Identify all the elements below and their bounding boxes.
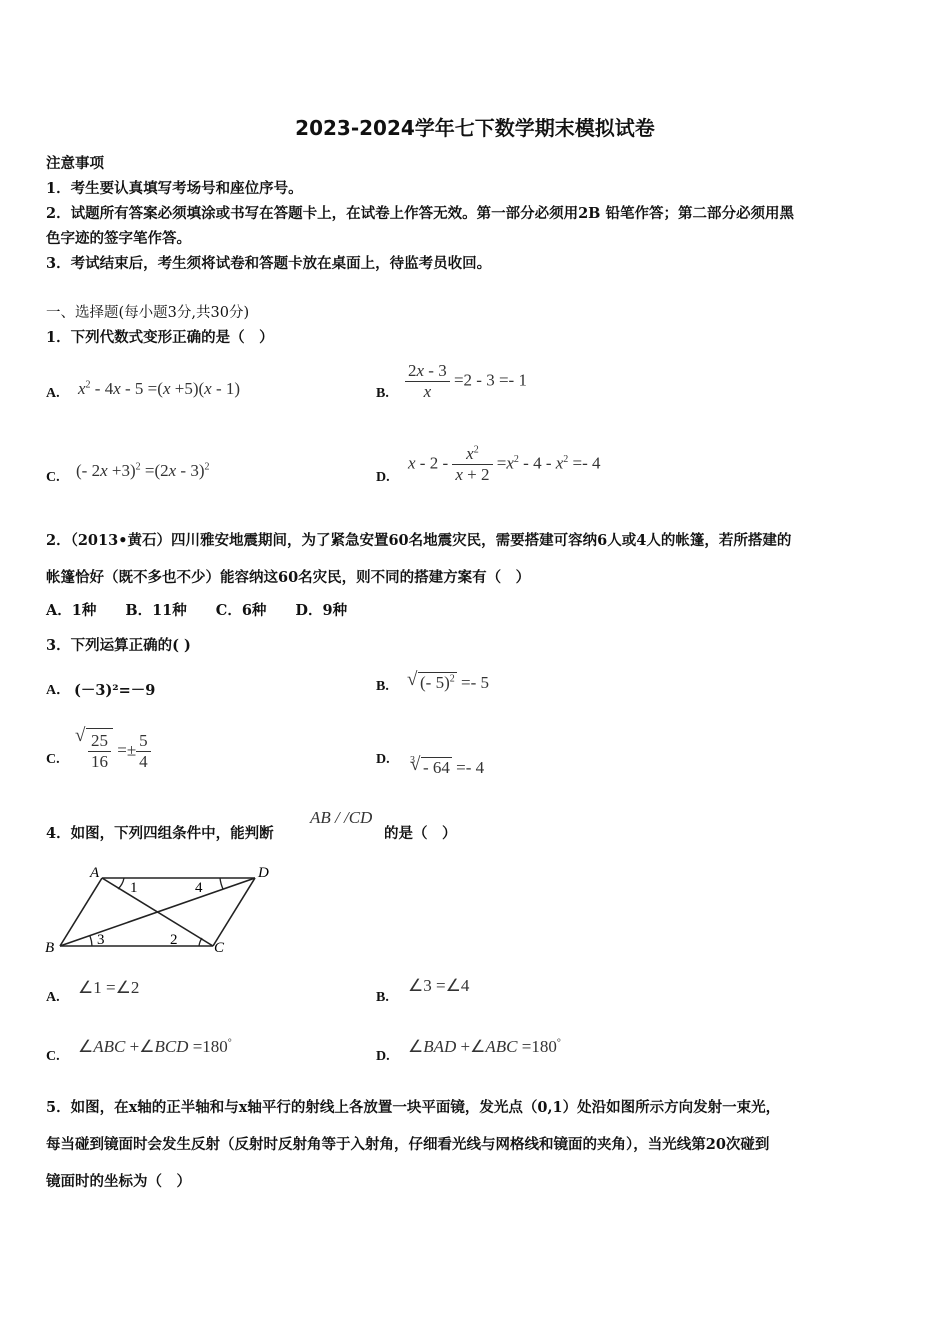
q4-option-c-formula: ∠ABC +∠BCD =180°	[78, 1037, 232, 1056]
angle-3-arc	[90, 936, 92, 946]
angle-label-3: 3	[97, 932, 105, 948]
q1-option-b-label: B.	[376, 386, 389, 401]
angle-1-arc	[118, 878, 124, 889]
q3-stem: 3．下列运算正确的( )	[46, 637, 191, 654]
q3-option-a-label: A．	[46, 683, 71, 698]
notice-item-2: 2．试题所有答案必须填涂或书写在答题卡上，在试卷上作答无效。第一部分必须用2B 铅笔作答；第二部分必须用黑	[46, 205, 794, 222]
q1-option-b-formula: $\frac{2x - 3}{x}$ =2 - 3 =- 1	[405, 361, 527, 402]
notice-heading: 注意事项	[46, 155, 104, 172]
angle-label-2: 2	[170, 932, 178, 948]
q2-options: A．1种 B．11种 C．6种 D．9种	[46, 602, 348, 619]
vertex-b: B	[45, 940, 55, 956]
q5-stem-line3: 镜面时的坐标为（ ）	[46, 1173, 191, 1190]
angle-label-4: 4	[195, 880, 203, 896]
page-title: 2023-2024学年七下数学期末模拟试卷	[295, 116, 655, 140]
q3-option-c-label: C.	[46, 752, 60, 767]
q2-stem-line1: 2．（2013•黄石）四川雅安地震期间，为了紧急安置60名地震灾民，需要搭建可容纳6人或4人的帐篷，若所搭建的	[46, 532, 792, 549]
q1-stem: 1．下列代数式变形正确的是（ ）	[46, 329, 274, 346]
q3-option-c-formula: √ $\frac{25}{16}$ =± $\frac{5}{4}$	[78, 728, 151, 772]
q1-option-c-label: C.	[46, 470, 60, 485]
q4-stem-math: AB / /CD	[310, 808, 373, 827]
q4-stem-post: 的是（ ）	[384, 825, 457, 842]
vertex-d: D	[258, 865, 269, 881]
q3-option-d-label: D.	[376, 752, 390, 767]
notice-item-1: 1．考生要认真填写考场号和座位序号。	[46, 180, 303, 197]
vertex-c: C	[214, 940, 225, 956]
q4-option-b-label: B.	[376, 990, 389, 1005]
q1-option-a-label: A.	[46, 386, 60, 401]
vertex-a: A	[90, 865, 100, 881]
diagonal-bd	[60, 878, 255, 946]
q2-stem-line2: 帐篷恰好（既不多也不少）能容纳这60名灾民，则不同的搭建方案有（ ）	[46, 569, 531, 586]
q4-option-a-label: A.	[46, 990, 60, 1005]
q1-option-d-formula: x - 2 - $\frac{x^2}{x + 2}$ $=x^2 - 4 - x^2 =- 4$	[408, 444, 601, 484]
q4-option-c-label: C.	[46, 1049, 60, 1064]
q4-figure	[40, 858, 280, 958]
q4-option-d-formula: ∠BAD +∠ABC =180°	[408, 1037, 561, 1056]
angle-4-arc	[220, 878, 223, 889]
q4-stem-pre: 4．如图，下列四组条件中，能判断	[46, 825, 274, 842]
q3-option-b-formula: √ (- 5)$^2$ =- 5	[410, 672, 489, 693]
q1-option-d-label: D.	[376, 470, 390, 485]
q1-option-c-formula: (- 2x +3)$^2$ =(2x - 3)$^2$	[76, 461, 210, 480]
notice-item-3: 3．考试结束后，考生须将试卷和答题卡放在桌面上，待监考员收回。	[46, 255, 492, 272]
notice-item-2-cont: 色字迹的签字笔作答。	[46, 230, 191, 247]
section-heading: 一、选择题(每小题3分,共30分)	[46, 305, 250, 321]
segment-dc	[213, 878, 255, 946]
q3-option-a-formula: (－3)²=－9	[74, 682, 156, 699]
q4-option-a-formula: ∠1 =∠2	[78, 978, 140, 997]
q5-stem-line2: 每当碰到镜面时会发生反射（反射时反射角等于入射角，仔细看光线与网格线和镜面的夹角），当光线第20次碰到	[46, 1136, 770, 1153]
q1-option-a-formula: $x^2 - 4x - 5 =(x +5)(x - 1)$	[78, 379, 241, 398]
q4-option-b-formula: ∠3 =∠4	[408, 976, 470, 995]
q3-option-d-formula: $^3$√ - 64 =- 4	[410, 755, 484, 778]
angle-label-1: 1	[130, 880, 138, 896]
q3-option-b-label: B.	[376, 679, 389, 694]
q5-stem-line1: 5．如图，在x轴的正半轴和与x轴平行的射线上各放置一块平面镜，发光点（0,1）处沿如图所示方向发射一束光，	[46, 1099, 781, 1116]
segment-ab	[60, 878, 102, 946]
q4-option-d-label: D.	[376, 1049, 390, 1064]
